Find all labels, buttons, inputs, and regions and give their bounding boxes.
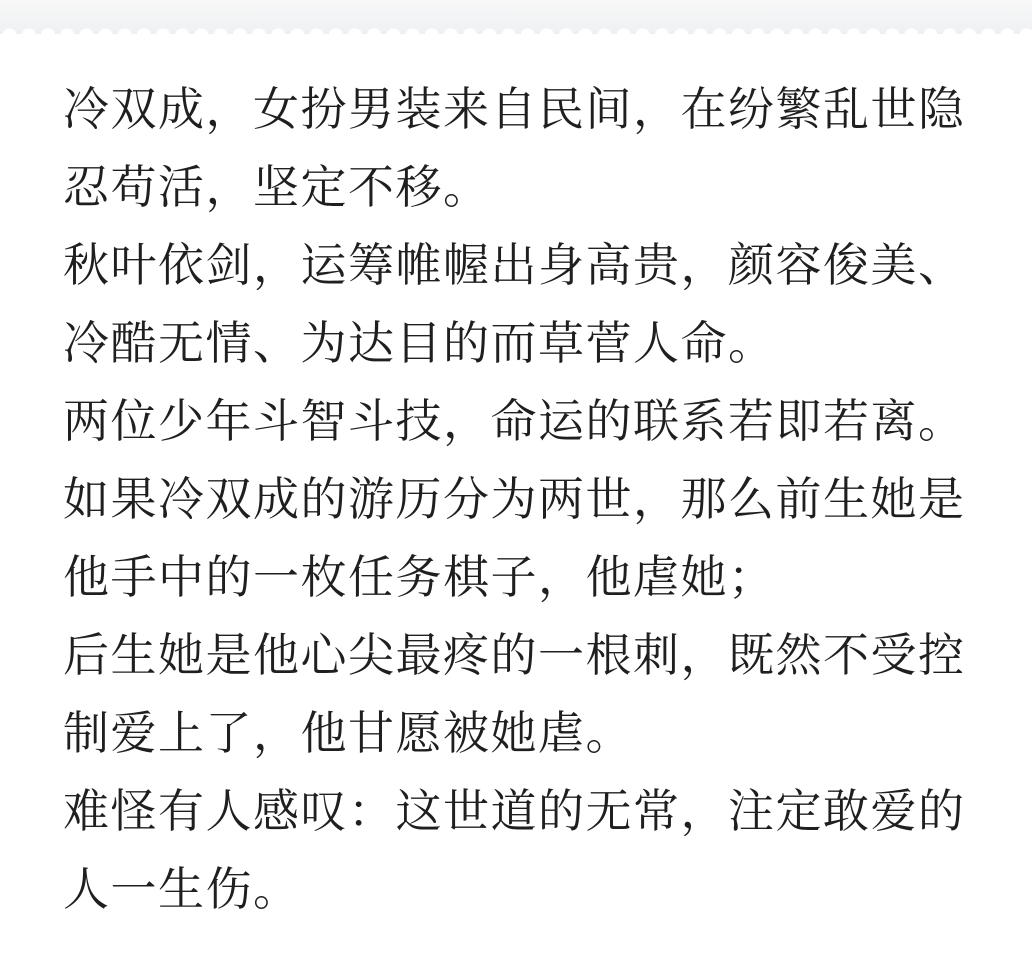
synopsis-paragraph: 难怪有人感叹：这世道的无常，注定敢爱的人一生伤。 — [63, 785, 966, 915]
synopsis-paragraph: 如果冷双成的游历分为两世，那么前生她是他手中的一枚任务棋子，他虐她； — [63, 473, 966, 603]
synopsis-paragraph: 秋叶依剑，运筹帷幄出身高贵，颜容俊美、冷酷无情、为达目的而草菅人命。 — [63, 239, 966, 369]
torn-paper-edge — [0, 0, 1032, 34]
synopsis-paragraph: 冷双成，女扮男装来自民间，在纷繁乱世隐忍苟活，坚定不移。 — [63, 83, 966, 213]
synopsis-paragraph: 后生她是他心尖最疼的一根刺，既然不受控制爱上了，他甘愿被她虐。 — [63, 629, 966, 759]
synopsis-paragraph: 两位少年斗智斗技，命运的联系若即若离。 — [63, 395, 966, 447]
text-page — [0, 34, 1032, 968]
novel-synopsis — [63, 70, 992, 928]
